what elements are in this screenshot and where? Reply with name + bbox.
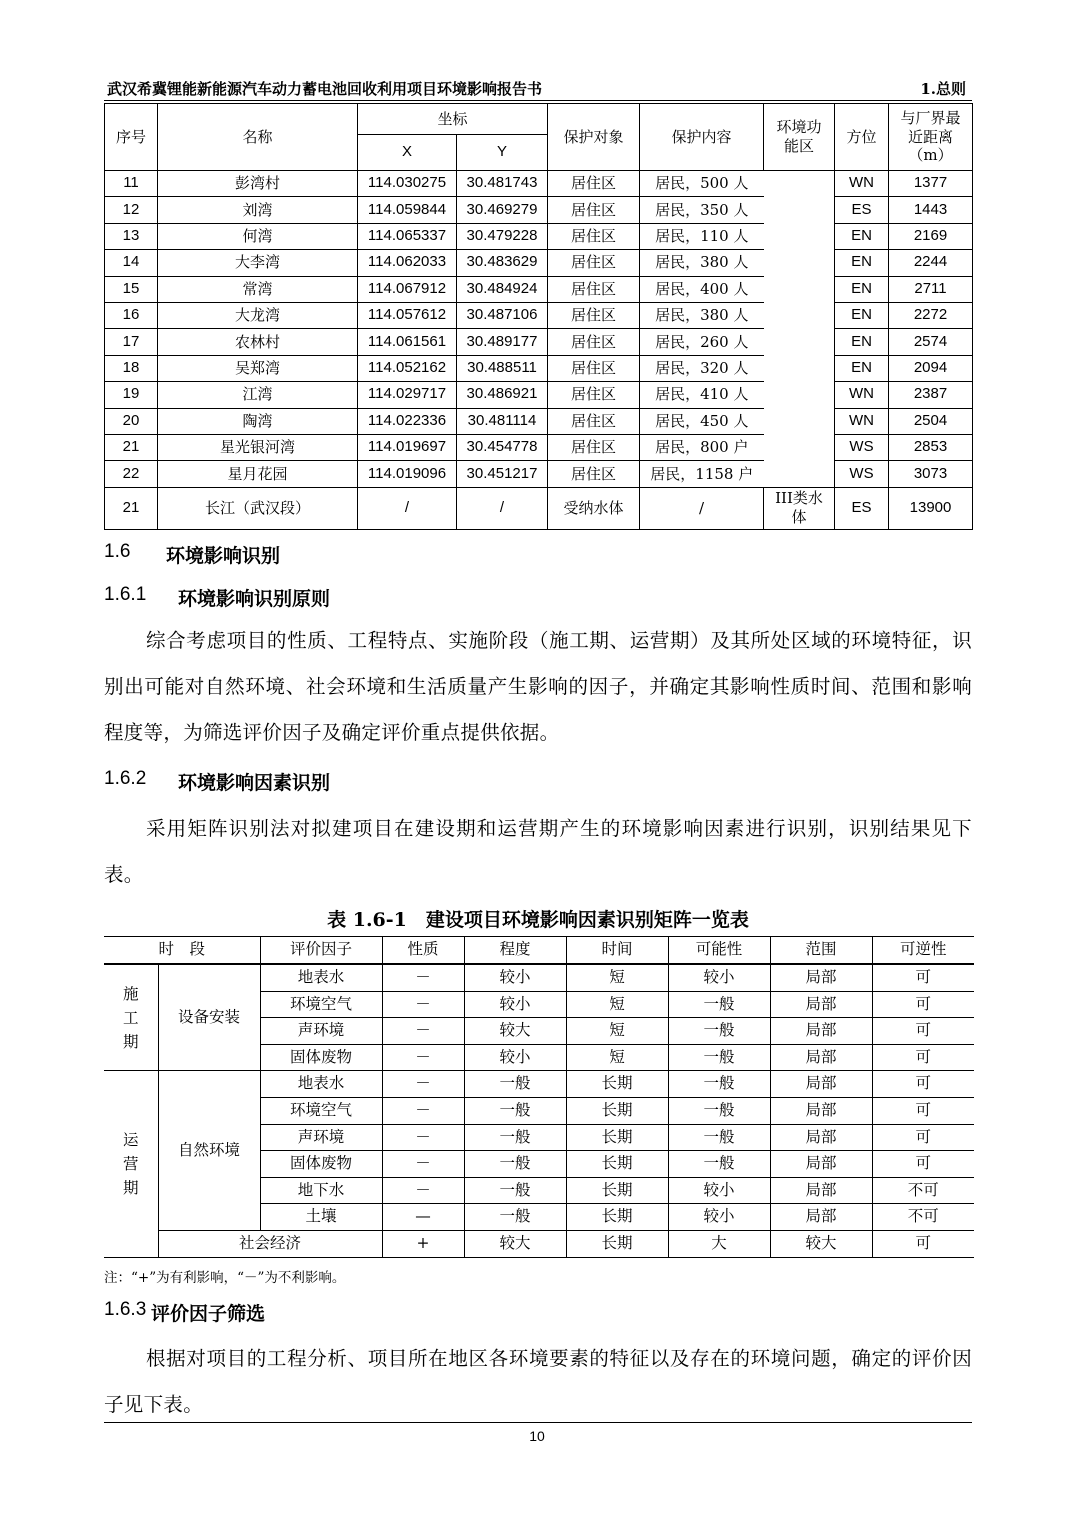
cell-possibility: 一般 [668,1124,770,1151]
cell-name: 长江（武汉段） [158,487,358,529]
cell-x: 114.061561 [358,329,457,355]
cell-content: 居民，500 人 [640,171,764,197]
th-distance: 与厂界最近距离（m） [889,104,973,171]
cell-time: 长期 [566,1177,668,1204]
th-degree: 程度 [464,937,566,965]
cell-distance: 1377 [889,171,973,197]
cell-distance: 13900 [889,487,973,529]
cell-reversibility: 可 [872,1018,974,1045]
cell-nature: － [382,991,464,1018]
th-time: 时间 [566,937,668,965]
cell-content: 居民，450 人 [640,408,764,434]
cell-factor: 土壤 [260,1204,382,1231]
cell-factor: 地表水 [260,1071,382,1098]
sensitive-targets-table [104,103,973,530]
cell-nature: － [382,1151,464,1178]
cell-x: 114.019697 [358,434,457,460]
th-possibility: 可能性 [668,937,770,965]
cell-scope: 较大 [770,1230,872,1257]
table-row [105,223,973,249]
cell-possibility: 一般 [668,1044,770,1071]
th-content: 保护内容 [640,104,764,171]
cell-time: 短 [566,964,668,991]
table-row [105,197,973,223]
cell-direction: ES [835,487,889,529]
cell-time: 短 [566,1044,668,1071]
cell-x: 114.052162 [358,355,457,381]
footer-rule [104,1422,972,1423]
table-row [104,964,974,991]
th-no: 序号 [105,104,158,171]
cell-group: 自然环境 [158,1071,260,1231]
cell-degree: 较小 [464,1044,566,1071]
cell-degree: 一般 [464,1071,566,1098]
cell-name: 何湾 [158,223,358,249]
cell-x: 114.030275 [358,171,457,197]
cell-nature: － [382,1177,464,1204]
cell-direction: EN [835,250,889,276]
table-row [105,302,973,328]
cell-content: 居民，400 人 [640,276,764,302]
cell-scope: 局部 [770,991,872,1018]
cell-time: 长期 [566,1071,668,1098]
cell-possibility: 一般 [668,1018,770,1045]
cell-time: 短 [566,991,668,1018]
cell-name: 星光银河湾 [158,434,358,460]
cell-name: 陶湾 [158,408,358,434]
page-header [104,76,972,101]
cell-no: 14 [105,250,158,276]
cell-time: 长期 [566,1151,668,1178]
cell-x: 114.019096 [358,461,457,487]
cell-scope: 局部 [770,1071,872,1098]
th-factor: 评价因子 [260,937,382,965]
cell-factor: 社会经济 [158,1230,382,1257]
cell-name: 大李湾 [158,250,358,276]
table-row [104,1230,974,1257]
cell-degree: 一般 [464,1097,566,1124]
cell-y: 30.486921 [457,382,548,408]
th-y: Y [457,135,548,171]
cell-x: 114.062033 [358,250,457,276]
cell-distance: 2853 [889,434,973,460]
cell-direction: EN [835,223,889,249]
cell-distance: 2711 [889,276,973,302]
cell-factor: 地下水 [260,1177,382,1204]
cell-factor: 环境空气 [260,991,382,1018]
cell-y: / [457,487,548,529]
cell-time: 长期 [566,1230,668,1257]
cell-reversibility: 可 [872,1097,974,1124]
cell-reversibility: 不可 [872,1177,974,1204]
cell-factor: 声环境 [260,1018,382,1045]
cell-distance: 2094 [889,355,973,381]
cell-name: 吴郑湾 [158,355,358,381]
cell-nature: － [382,1044,464,1071]
cell-y: 30.469279 [457,197,548,223]
cell-x: / [358,487,457,529]
cell-name: 刘湾 [158,197,358,223]
cell-reversibility: 可 [872,991,974,1018]
cell-direction: EN [835,329,889,355]
cell-degree: 一般 [464,1177,566,1204]
cell-reversibility: 可 [872,1124,974,1151]
cell-scope: 局部 [770,1018,872,1045]
cell-target: 居住区 [548,302,640,328]
cell-direction: ES [835,197,889,223]
th-scope: 范围 [770,937,872,965]
cell-no: 20 [105,408,158,434]
cell-direction: EN [835,355,889,381]
table-row [105,171,973,197]
cell-content: / [640,487,764,529]
period-label: 运营期 [122,1130,139,1197]
section-1-6-3-heading: 1.6.3 评价因子筛选 [104,1299,266,1325]
cell-target: 居住区 [548,408,640,434]
cell-target: 居住区 [548,355,640,381]
th-direction: 方位 [835,104,889,171]
cell-nature: + [382,1230,464,1257]
cell-possibility: 一般 [668,1151,770,1178]
cell-content: 居民，260 人 [640,329,764,355]
cell-y: 30.484924 [457,276,548,302]
cell-x: 114.067912 [358,276,457,302]
cell-direction: WS [835,434,889,460]
cell-degree: 较大 [464,1230,566,1257]
section-1-6-1-text: 综合考虑项目的性质、工程特点、实施阶段（施工期、运营期）及其所处区域的环境特征，识别出可能对自然环境、社会环境和生活质量产生影响的因子，并确定其影响性质时间、范围和影响程度等，为筛选评价因子及确定评价重点提供依据。 [104,629,972,744]
cell-period [104,1071,158,1257]
impact-matrix-table [104,936,974,1258]
cell-no: 21 [105,487,158,529]
cell-y: 30.481114 [457,408,548,434]
th-period: 时 段 [104,937,260,965]
period-label: 施工期 [122,984,139,1051]
cell-target: 居住区 [548,171,640,197]
cell-factor: 环境空气 [260,1097,382,1124]
cell-target: 居住区 [548,434,640,460]
cell-degree: 一般 [464,1204,566,1231]
cell-scope: 局部 [770,1124,872,1151]
cell-x: 114.057612 [358,302,457,328]
cell-target: 居住区 [548,461,640,487]
table-row [105,329,973,355]
cell-y: 30.479228 [457,223,548,249]
table-row [105,382,973,408]
cell-no: 12 [105,197,158,223]
cell-zone-blank [764,171,835,488]
cell-nature: － [382,964,464,991]
zone-text: III类水体 [775,489,823,527]
cell-possibility: 较小 [668,1177,770,1204]
cell-period [104,964,158,1071]
th-reversibility: 可逆性 [872,937,974,965]
cell-distance: 2244 [889,250,973,276]
th-zone: 环境功能区 [764,104,835,171]
cell-scope: 局部 [770,1151,872,1178]
cell-time: 长期 [566,1097,668,1124]
cell-reversibility: 可 [872,1230,974,1257]
cell-content: 居民，800 户 [640,434,764,460]
cell-target: 居住区 [548,223,640,249]
cell-distance: 1443 [889,197,973,223]
report-title: 武汉希冀锂能新能源汽车动力蓄电池回收利用项目环境影响报告书 [107,80,543,98]
cell-target: 受纳水体 [548,487,640,529]
cell-name: 大龙湾 [158,302,358,328]
cell-factor: 声环境 [260,1124,382,1151]
cell-y: 30.454778 [457,434,548,460]
cell-degree: 较大 [464,1018,566,1045]
cell-degree: 一般 [464,1124,566,1151]
cell-distance: 2504 [889,408,973,434]
cell-content: 居民，350 人 [640,197,764,223]
cell-x: 114.065337 [358,223,457,249]
cell-target: 居住区 [548,329,640,355]
cell-y: 30.487106 [457,302,548,328]
cell-no: 21 [105,434,158,460]
section-1-6-1-heading: 1.6.1 环境影响识别原则 [104,584,331,610]
chapter-label: 1.总则 [920,80,966,98]
cell-factor: 固体废物 [260,1044,382,1071]
cell-no: 13 [105,223,158,249]
cell-time: 长期 [566,1124,668,1151]
cell-no: 11 [105,171,158,197]
cell-degree: 一般 [464,1151,566,1178]
cell-scope: 局部 [770,1204,872,1231]
cell-no: 16 [105,302,158,328]
cell-direction: WN [835,382,889,408]
cell-direction: WN [835,408,889,434]
cell-reversibility: 不可 [872,1204,974,1231]
cell-nature: － [382,1071,464,1098]
cell-content: 居民，320 人 [640,355,764,381]
cell-time: 短 [566,1018,668,1045]
cell-factor: 地表水 [260,964,382,991]
th-nature: 性质 [382,937,464,965]
cell-reversibility: 可 [872,1044,974,1071]
cell-name: 江湾 [158,382,358,408]
cell-reversibility: 可 [872,1151,974,1178]
cell-possibility: 大 [668,1230,770,1257]
cell-degree: 较小 [464,964,566,991]
cell-content: 居民，380 人 [640,302,764,328]
cell-possibility: 一般 [668,1071,770,1098]
cell-degree: 较小 [464,991,566,1018]
cell-scope: 局部 [770,964,872,991]
th-name: 名称 [158,104,358,171]
th-target: 保护对象 [548,104,640,171]
cell-target: 居住区 [548,382,640,408]
cell-no: 17 [105,329,158,355]
table-row [105,487,973,529]
cell-reversibility: 可 [872,1071,974,1098]
cell-nature: － [382,1018,464,1045]
cell-distance: 2169 [889,223,973,249]
section-1-6-2-heading: 1.6.2 环境影响因素识别 [104,768,331,794]
cell-scope: 局部 [770,1044,872,1071]
cell-direction: WN [835,171,889,197]
page-number: 10 [529,1428,545,1444]
cell-direction: EN [835,302,889,328]
table-row [105,461,973,487]
cell-content: 居民，1158 户 [640,461,764,487]
cell-time: 长期 [566,1204,668,1231]
cell-target: 居住区 [548,250,640,276]
cell-y: 30.483629 [457,250,548,276]
cell-target: 居住区 [548,276,640,302]
cell-y: 30.489177 [457,329,548,355]
table-caption: 表 1.6-1 建设项目环境影响因素识别矩阵一览表 [327,909,749,931]
cell-zone [764,487,835,529]
th-coord: 坐标 [358,104,548,135]
cell-x: 114.059844 [358,197,457,223]
cell-content: 居民，410 人 [640,382,764,408]
table-row [105,434,973,460]
cell-distance: 3073 [889,461,973,487]
cell-content: 居民，380 人 [640,250,764,276]
cell-no: 15 [105,276,158,302]
table-row [105,276,973,302]
cell-no: 22 [105,461,158,487]
table-row [104,1071,974,1098]
th-x: X [358,135,457,171]
cell-distance: 2272 [889,302,973,328]
section-1-6-heading: 1.6 环境影响识别 [104,541,281,567]
cell-name: 常湾 [158,276,358,302]
table-row [105,250,973,276]
cell-direction: WS [835,461,889,487]
cell-name: 星月花园 [158,461,358,487]
table-row [105,408,973,434]
cell-possibility: 一般 [668,991,770,1018]
cell-name: 彭湾村 [158,171,358,197]
cell-x: 114.022336 [358,408,457,434]
section-1-6-3-text: 根据对项目的工程分析、项目所在地区各环境要素的特征以及存在的环境问题，确定的评价因子见下表。 [104,1347,972,1416]
cell-y: 30.488511 [457,355,548,381]
cell-distance: 2387 [889,382,973,408]
cell-factor: 固体废物 [260,1151,382,1178]
cell-possibility: 较小 [668,964,770,991]
cell-name: 农林村 [158,329,358,355]
cell-group: 设备安装 [158,964,260,1071]
cell-scope: 局部 [770,1177,872,1204]
cell-no: 19 [105,382,158,408]
cell-x: 114.029717 [358,382,457,408]
cell-direction: EN [835,276,889,302]
cell-y: 30.451217 [457,461,548,487]
cell-scope: 局部 [770,1097,872,1124]
cell-y: 30.481743 [457,171,548,197]
cell-reversibility: 可 [872,964,974,991]
cell-content: 居民，110 人 [640,223,764,249]
cell-target: 居住区 [548,197,640,223]
cell-nature: － [382,1097,464,1124]
section-1-6-2-text: 采用矩阵识别法对拟建项目在建设期和运营期产生的环境影响因素进行识别，识别结果见下表。 [104,817,972,886]
table-row [105,355,973,381]
cell-possibility: 较小 [668,1204,770,1231]
table-note: 注：“+”为有利影响，“－”为不利影响。 [104,1270,346,1286]
cell-nature: — [382,1204,464,1231]
cell-possibility: 一般 [668,1097,770,1124]
cell-distance: 2574 [889,329,973,355]
cell-nature: － [382,1124,464,1151]
cell-no: 18 [105,355,158,381]
